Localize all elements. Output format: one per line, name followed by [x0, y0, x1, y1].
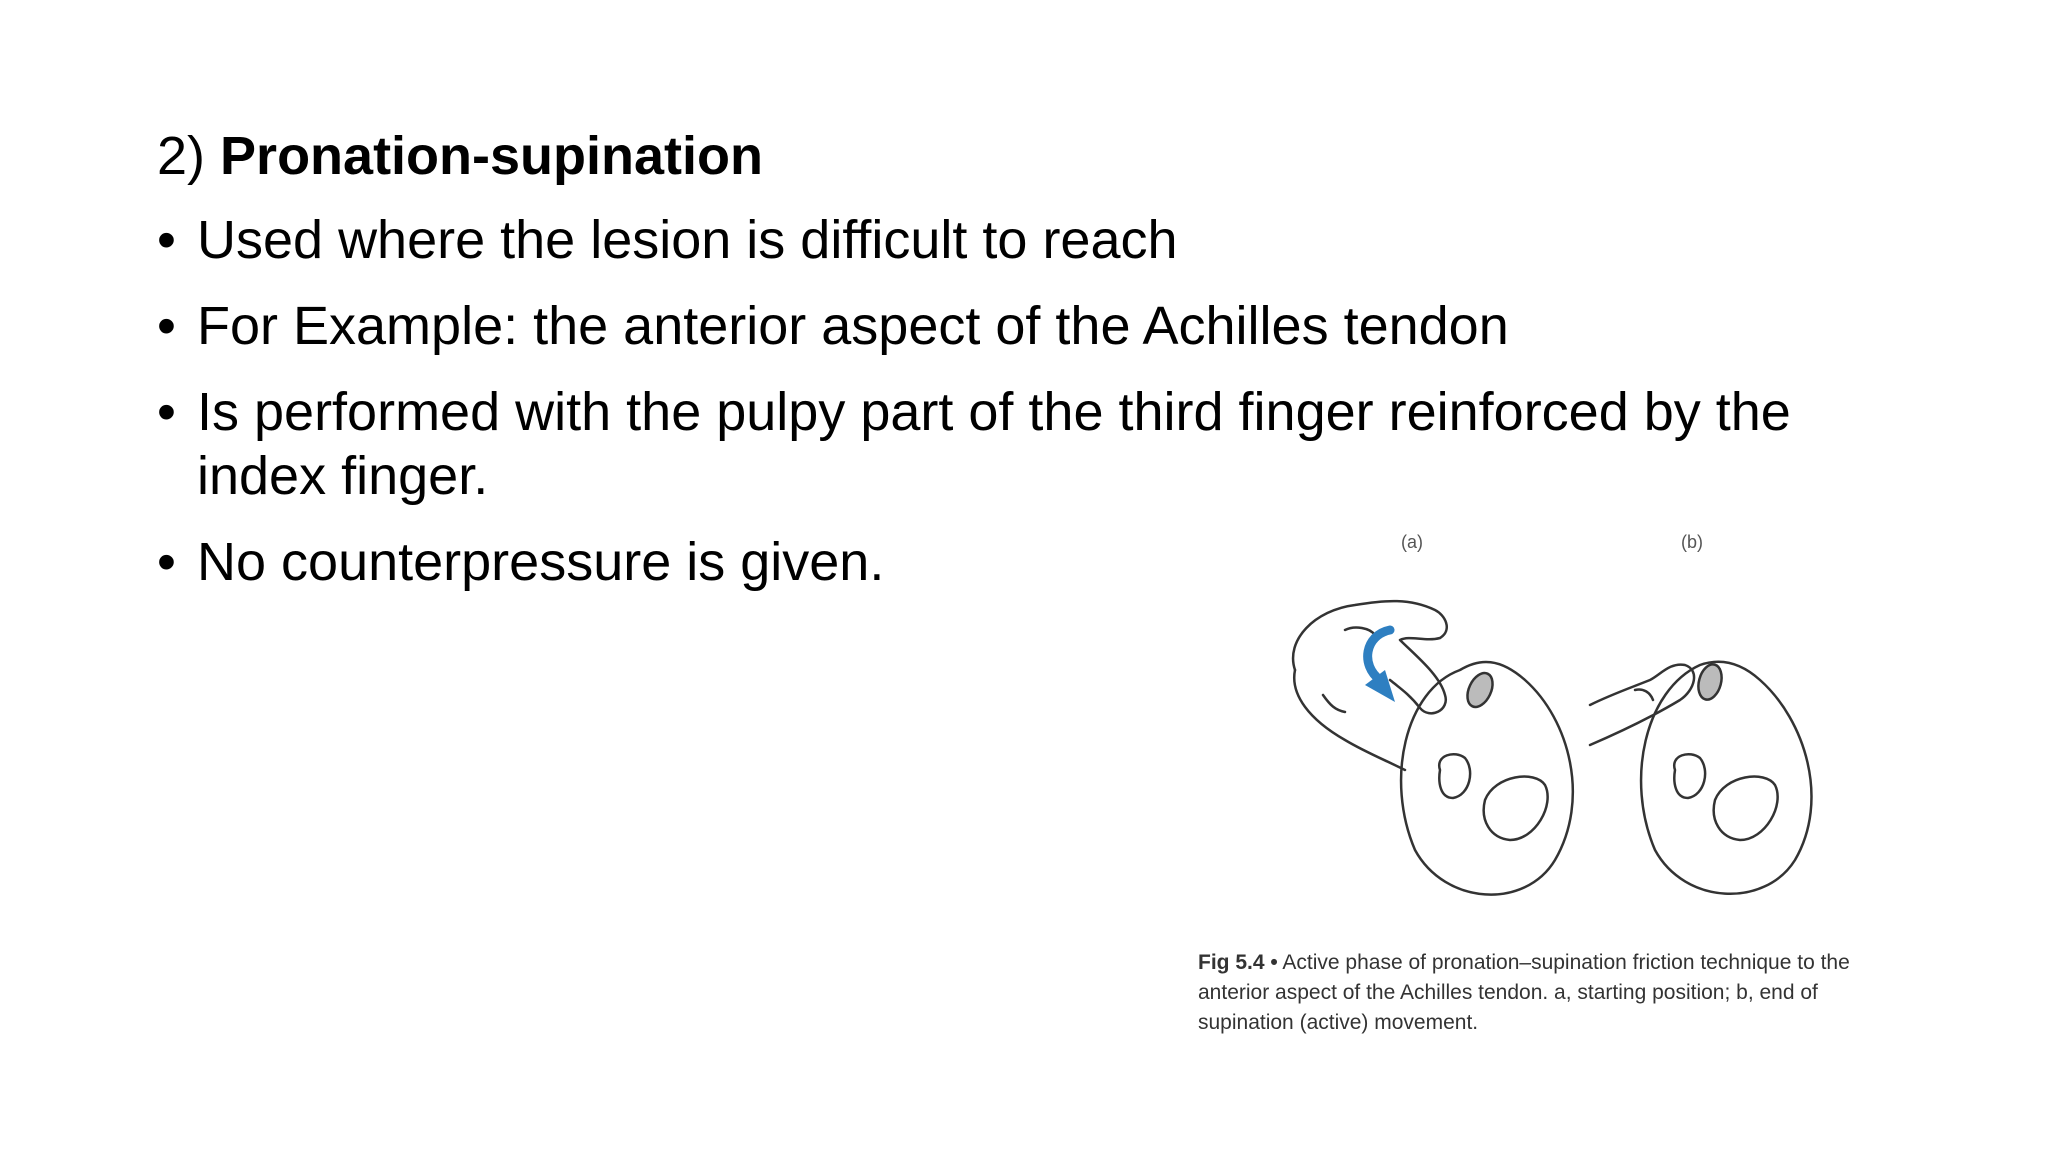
caption-figure-number: Fig 5.4 • [1198, 951, 1278, 974]
bullet-symbol: • [157, 532, 176, 592]
figure-caption [1198, 948, 1858, 1038]
bullet-text: For Example: the anterior aspect of the Achilles tendon [197, 296, 1509, 356]
achilles-friction-illustration [1195, 530, 1865, 930]
panel-a-drawing [1293, 601, 1573, 895]
figure [1195, 530, 1865, 1152]
bullet-symbol: • [157, 296, 176, 356]
bullet-item [157, 208, 1917, 272]
caption-text: Active phase of pronation–supination friction technique to the anterior aspect of the Achilles tendon. a, starting position; b, end of supination (active) movement. [1198, 951, 1850, 1034]
bullet-text: Is performed with the pulpy part of the third finger reinforced by the index finger. [197, 382, 1791, 506]
bullet-item [157, 294, 1917, 358]
panel-b-label: (b) [1681, 532, 1703, 552]
bullet-symbol: • [157, 382, 176, 442]
panel-a-label: (a) [1401, 532, 1423, 552]
panel-b-drawing [1590, 662, 1811, 894]
bullet-text: Used where the lesion is difficult to reach [197, 210, 1178, 270]
heading-title: Pronation-supination [220, 126, 763, 186]
rotation-arrow-icon [1365, 630, 1395, 702]
bullet-symbol: • [157, 210, 176, 270]
heading-number: 2) [157, 126, 206, 186]
slide-heading [157, 122, 763, 190]
bullet-item [157, 380, 1917, 508]
bullet-text: No counterpressure is given. [197, 532, 885, 592]
